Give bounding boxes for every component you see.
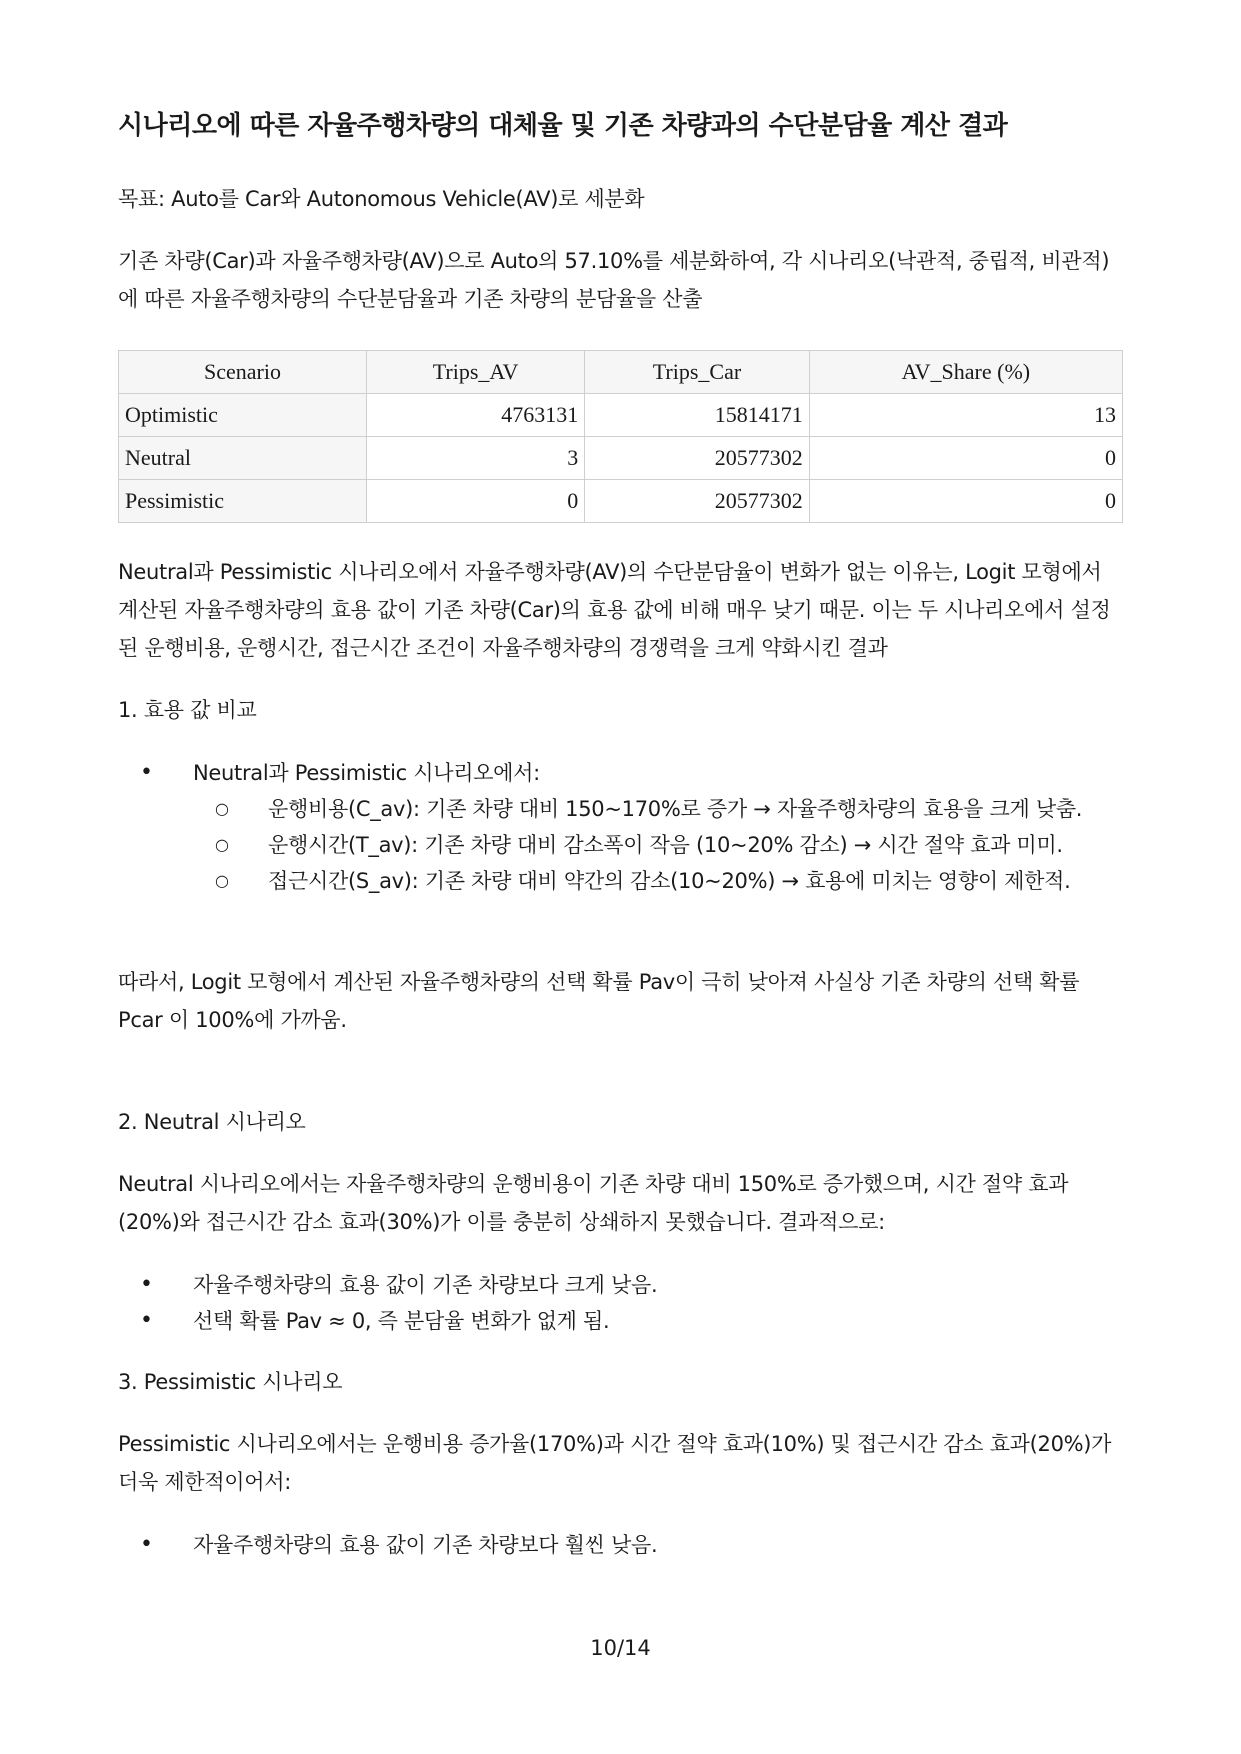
page-number: 10/14	[590, 1636, 651, 1660]
cell-trips-car: 20577302	[585, 479, 810, 522]
circle-bullet-icon: ○	[215, 870, 229, 890]
section2-heading: 2. Neutral 시나리오	[118, 1109, 306, 1134]
cell-trips-av: 3	[366, 436, 584, 479]
list-item	[118, 1527, 1123, 1563]
cell-trips-av: 4763131	[366, 393, 584, 436]
section3-text: Pessimistic 시나리오에서는 운행비용 증가율(170%)과 시간 절약 효과(10%) 및 접근시간 감소 효과(20%)가 더욱 제한적이어서:	[118, 1431, 1112, 1494]
document-page	[118, 110, 1123, 1563]
col-header-av-share: AV_Share (%)	[809, 350, 1122, 393]
sub-list-item	[193, 863, 1123, 899]
sub-list-item-text: 운행시간(T_av): 기존 차량 대비 감소폭이 작음 (10~20% 감소) → 시간 절약 효과 미미.	[268, 832, 1063, 857]
cell-av-share: 13	[809, 393, 1122, 436]
bullet-icon: •	[140, 1271, 153, 1297]
section2-text: Neutral 시나리오에서는 자율주행차량의 운행비용이 기존 차량 대비 150%로 증가했으며, 시간 절약 효과(20%)와 접근시간 감소 효과(30%)가 이를 충분히 상쇄하지 못했습니다. 결과적으로:	[118, 1171, 1069, 1234]
list-item	[118, 1267, 1123, 1303]
conclusion-paragraph: 따라서, Logit 모형에서 계산된 자율주행차량의 선택 확률 Pav이 극히 낮아져 사실상 기존 차량의 선택 확률 Pcar 이 100%에 가까움.	[118, 969, 1080, 1032]
circle-bullet-icon: ○	[215, 798, 229, 818]
cell-scenario: Pessimistic	[119, 479, 367, 522]
cell-trips-car: 20577302	[585, 436, 810, 479]
section3-heading: 3. Pessimistic 시나리오	[118, 1369, 343, 1394]
sub-list-item	[193, 791, 1123, 827]
sub-list-item-text: 접근시간(S_av): 기존 차량 대비 약간의 감소(10~20%) → 효용에 미치는 영향이 제한적.	[268, 868, 1071, 893]
sub-list-item	[193, 827, 1123, 863]
scenario-table	[118, 350, 1123, 523]
bullet-icon: •	[140, 759, 153, 785]
list-item-text: Neutral과 Pessimistic 시나리오에서:	[193, 760, 540, 785]
table-row	[119, 436, 1123, 479]
col-header-trips-car: Trips_Car	[585, 350, 810, 393]
cell-av-share: 0	[809, 479, 1122, 522]
list-item-text: 선택 확률 Pav ≈ 0, 즉 분담율 변화가 없게 됨.	[193, 1308, 610, 1333]
bullet-icon: •	[140, 1307, 153, 1333]
cell-scenario: Optimistic	[119, 393, 367, 436]
section1-heading: 1. 효용 값 비교	[118, 697, 257, 722]
section2-list	[118, 1267, 1123, 1339]
list-item	[118, 1303, 1123, 1339]
section1-sublist	[193, 791, 1123, 899]
list-item-text: 자율주행차량의 효용 값이 기존 차량보다 훨씬 낮음.	[193, 1532, 658, 1557]
goal-text: 목표: Auto를 Car와 Autonomous Vehicle(AV)로 세분화	[118, 186, 645, 211]
document-title: 시나리오에 따른 자율주행차량의 대체율 및 기존 차량과의 수단분담율 계산 결과	[118, 111, 1008, 141]
cell-scenario: Neutral	[119, 436, 367, 479]
col-header-scenario: Scenario	[119, 350, 367, 393]
table-header-row	[119, 350, 1123, 393]
col-header-trips-av: Trips_AV	[366, 350, 584, 393]
table-row	[119, 479, 1123, 522]
section3-list	[118, 1527, 1123, 1563]
list-item-text: 자율주행차량의 효용 값이 기존 차량보다 크게 낮음.	[193, 1272, 658, 1297]
circle-bullet-icon: ○	[215, 834, 229, 854]
cell-trips-av: 0	[366, 479, 584, 522]
cell-av-share: 0	[809, 436, 1122, 479]
section1-list	[118, 755, 1123, 899]
table-row	[119, 393, 1123, 436]
intro-text: 기존 차량(Car)과 자율주행차량(AV)으로 Auto의 57.10%를 세분화하여, 각 시나리오(낙관적, 중립적, 비관적)에 따른 자율주행차량의 수단분담율과 기존 차량의 분담율을 산출	[118, 248, 1110, 311]
bullet-icon: •	[140, 1531, 153, 1557]
cell-trips-car: 15814171	[585, 393, 810, 436]
sub-list-item-text: 운행비용(C_av): 기존 차량 대비 150~170%로 증가 → 자율주행차량의 효용을 크게 낮춤.	[268, 796, 1083, 821]
list-item	[118, 755, 1123, 899]
reason-paragraph: Neutral과 Pessimistic 시나리오에서 자율주행차량(AV)의 수단분담율이 변화가 없는 이유는, Logit 모형에서 계산된 자율주행차량의 효용 값이 기존 차량(Car)의 효용 값에 비해 매우 낮기 때문. 이는 두 시나리오에서 설정된 운행비용, 운행시간, 접근시간 조건이 자율주행차량의 경쟁력을 크게 약화시킨 결과	[118, 559, 1111, 660]
